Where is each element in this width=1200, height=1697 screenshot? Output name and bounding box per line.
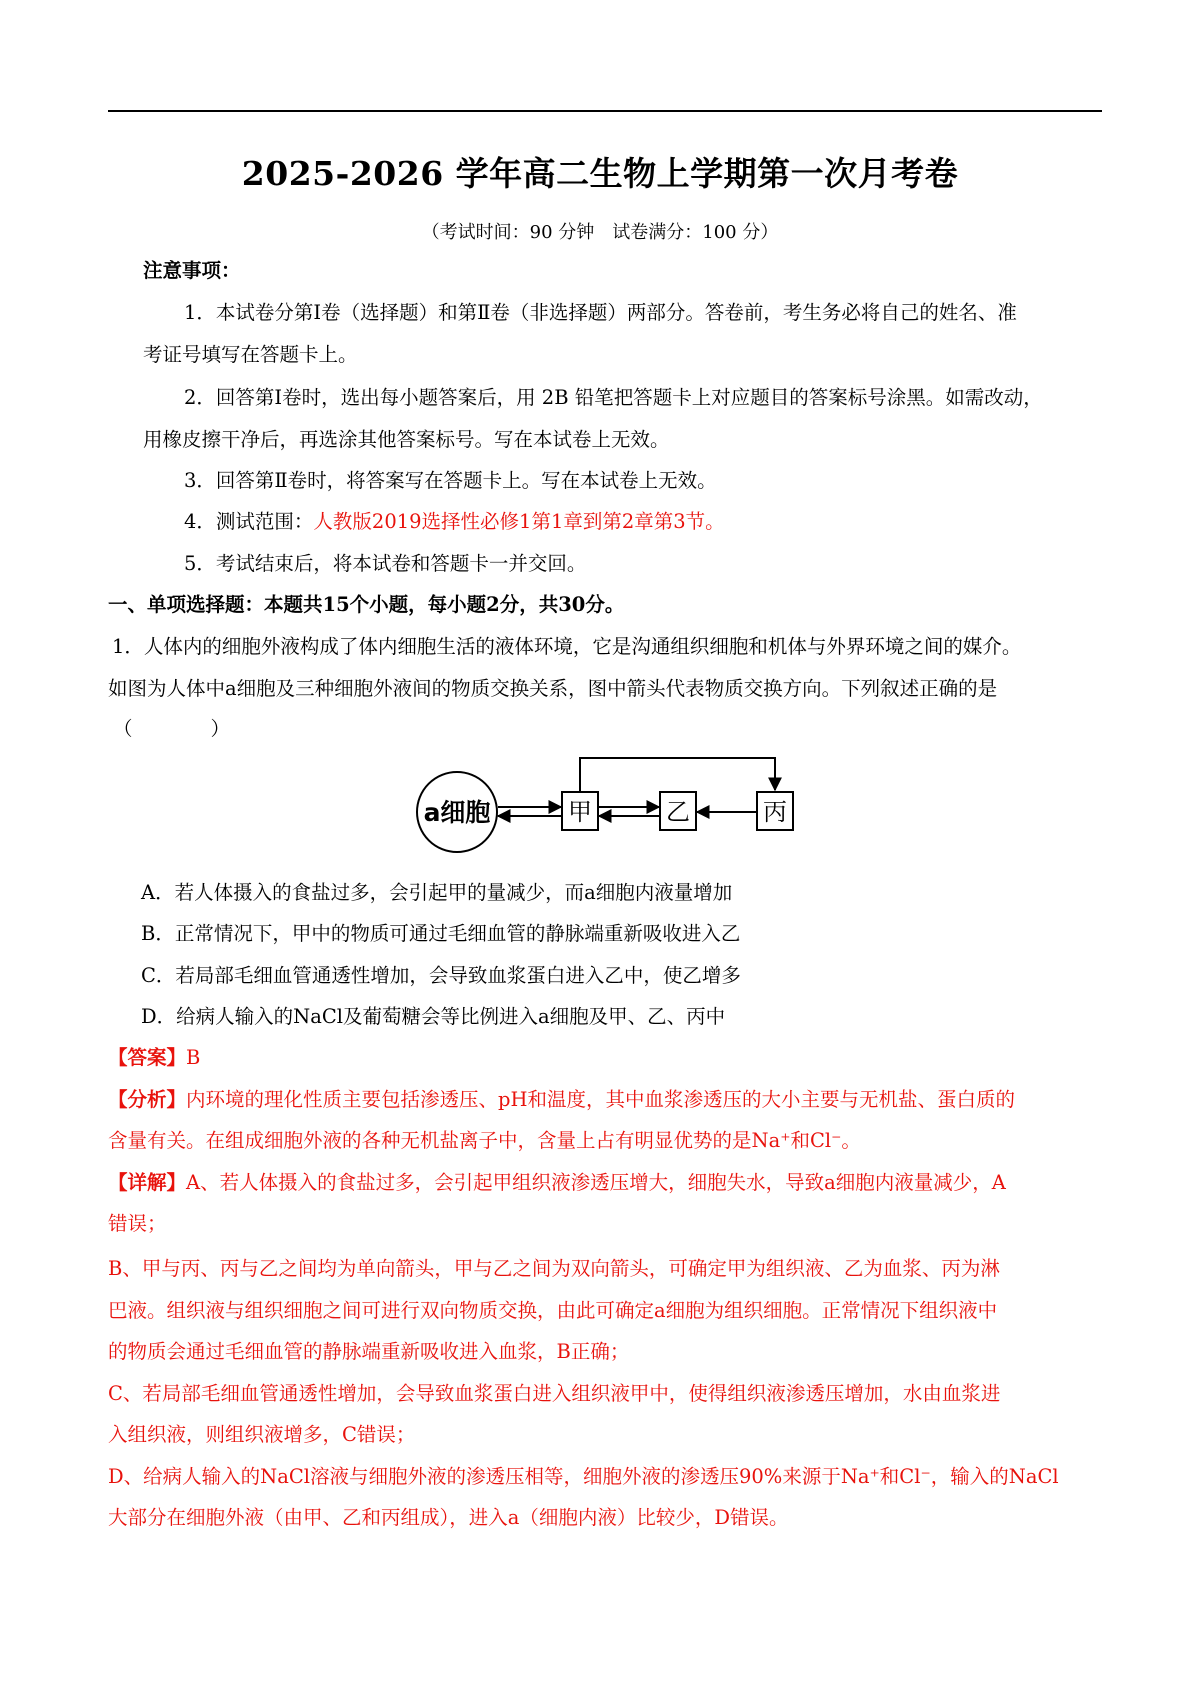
option-b: B．正常情况下，甲中的物质可通过毛细血管的静脉端重新吸收进入乙 xyxy=(141,922,741,945)
section-heading: 一、单项选择题：本题共15个小题，每小题2分，共30分。 xyxy=(108,593,625,616)
detail-text-a1: A、若人体摄入的食盐过多，会引起甲组织液渗透压增大，细胞失水，导致a细胞内液量减少，A xyxy=(186,1171,1006,1194)
notice-line-2b: 用橡皮擦干净后，再选涂其他答案标号。写在本试卷上无效。 xyxy=(143,428,670,451)
box-jia-label: 甲 xyxy=(568,798,592,826)
notice-heading: 注意事项： xyxy=(143,259,241,282)
question-1-blank: （ ） xyxy=(113,717,231,740)
box-yi-label: 乙 xyxy=(666,798,690,826)
arrow-jia-to-bing xyxy=(580,758,775,791)
exam-subtitle: （考试时间：90 分钟 试卷满分：100 分） xyxy=(421,222,779,243)
notice-line-4-prefix: 4．测试范围： xyxy=(184,510,314,533)
detail-line-b2: 巴液。组织液与组织细胞之间可进行双向物质交换，由此可确定a细胞为组织细胞。正常情况下组织液中 xyxy=(108,1299,998,1322)
box-bing-label: 丙 xyxy=(763,798,787,826)
answer-line xyxy=(108,1045,200,1071)
detail-line-c2: 入组织液，则组织液增多，C错误； xyxy=(108,1423,416,1446)
notice-line-3: 3．回答第Ⅱ卷时，将答案写在答题卡上。写在本试卷上无效。 xyxy=(184,469,717,492)
detail-line-a1 xyxy=(108,1170,1006,1196)
detail-line-a2: 错误； xyxy=(108,1212,167,1235)
option-c: C．若局部毛细血管通透性增加，会导致血浆蛋白进入乙中，使乙增多 xyxy=(141,964,741,987)
notice-line-5: 5．考试结束后，将本试卷和答题卡一并交回。 xyxy=(184,552,587,575)
answer-label: 【答案】 xyxy=(108,1046,187,1069)
analysis-text-a: 内环境的理化性质主要包括渗透压、pH和温度，其中血浆渗透压的大小主要与无机盐、蛋白质的 xyxy=(186,1088,1016,1111)
option-a: A．若人体摄入的食盐过多，会引起甲的量减少，而a细胞内液量增加 xyxy=(141,881,733,904)
test-scope: 人教版2019选择性必修1第1章到第2章第3节。 xyxy=(313,510,725,533)
detail-line-d2: 大部分在细胞外液（由甲、乙和丙组成），进入a（细胞内液）比较少，D错误。 xyxy=(108,1506,789,1529)
detail-line-c1: C、若局部毛细血管通透性增加，会导致血浆蛋白进入组织液甲中，使得组织液渗透压增加，水由血浆进 xyxy=(108,1382,1001,1405)
cell-label: a细胞 xyxy=(423,798,491,827)
question-1-stem-b: 如图为人体中a细胞及三种细胞外液间的物质交换关系，图中箭头代表物质交换方向。下列叙述正确的是 xyxy=(108,677,998,700)
analysis-line-b: 含量有关。在组成细胞外液的各种无机盐离子中，含量上占有明显优势的是Na⁺和Cl⁻。 xyxy=(108,1129,861,1152)
notice-line-4 xyxy=(184,509,725,535)
notice-line-2a: 2．回答第Ⅰ卷时，选出每小题答案后，用 2B 铅笔把答题卡上对应题目的答案标号涂黑。如需改动， xyxy=(184,386,1043,409)
exam-title: 2025-2026 学年高二生物上学期第一次月考卷 xyxy=(241,154,959,193)
detail-line-d1: D、给病人输入的NaCl溶液与细胞外液的渗透压相等，细胞外液的渗透压90%来源于Na⁺和Cl⁻，输入的NaCl xyxy=(108,1465,1059,1488)
answer-value: B xyxy=(186,1046,201,1069)
notice-line-1b: 考证号填写在答题卡上。 xyxy=(143,343,358,366)
detail-line-b1: B、甲与丙、丙与乙之间均为单向箭头，甲与乙之间为双向箭头，可确定甲为组织液、乙为血浆、丙为淋 xyxy=(108,1257,1000,1280)
analysis-line-a xyxy=(108,1087,1015,1113)
detail-label: 【详解】 xyxy=(108,1171,187,1194)
option-d: D．给病人输入的NaCl及葡萄糖会等比例进入a细胞及甲、乙、丙中 xyxy=(141,1005,726,1028)
analysis-label: 【分析】 xyxy=(108,1088,187,1111)
header-rule xyxy=(108,110,1102,112)
question-1-stem-a: 1．人体内的细胞外液构成了体内细胞生活的液体环境，它是沟通组织细胞和机体与外界环境之间的媒介。 xyxy=(112,635,1022,658)
notice-line-1a: 1．本试卷分第Ⅰ卷（选择题）和第Ⅱ卷（非选择题）两部分。答卷前，考生务必将自己的姓名、准 xyxy=(184,301,1017,324)
exchange-diagram xyxy=(416,752,812,872)
detail-line-b3: 的物质会通过毛细血管的静脉端重新吸收进入血浆，B正确； xyxy=(108,1340,630,1363)
